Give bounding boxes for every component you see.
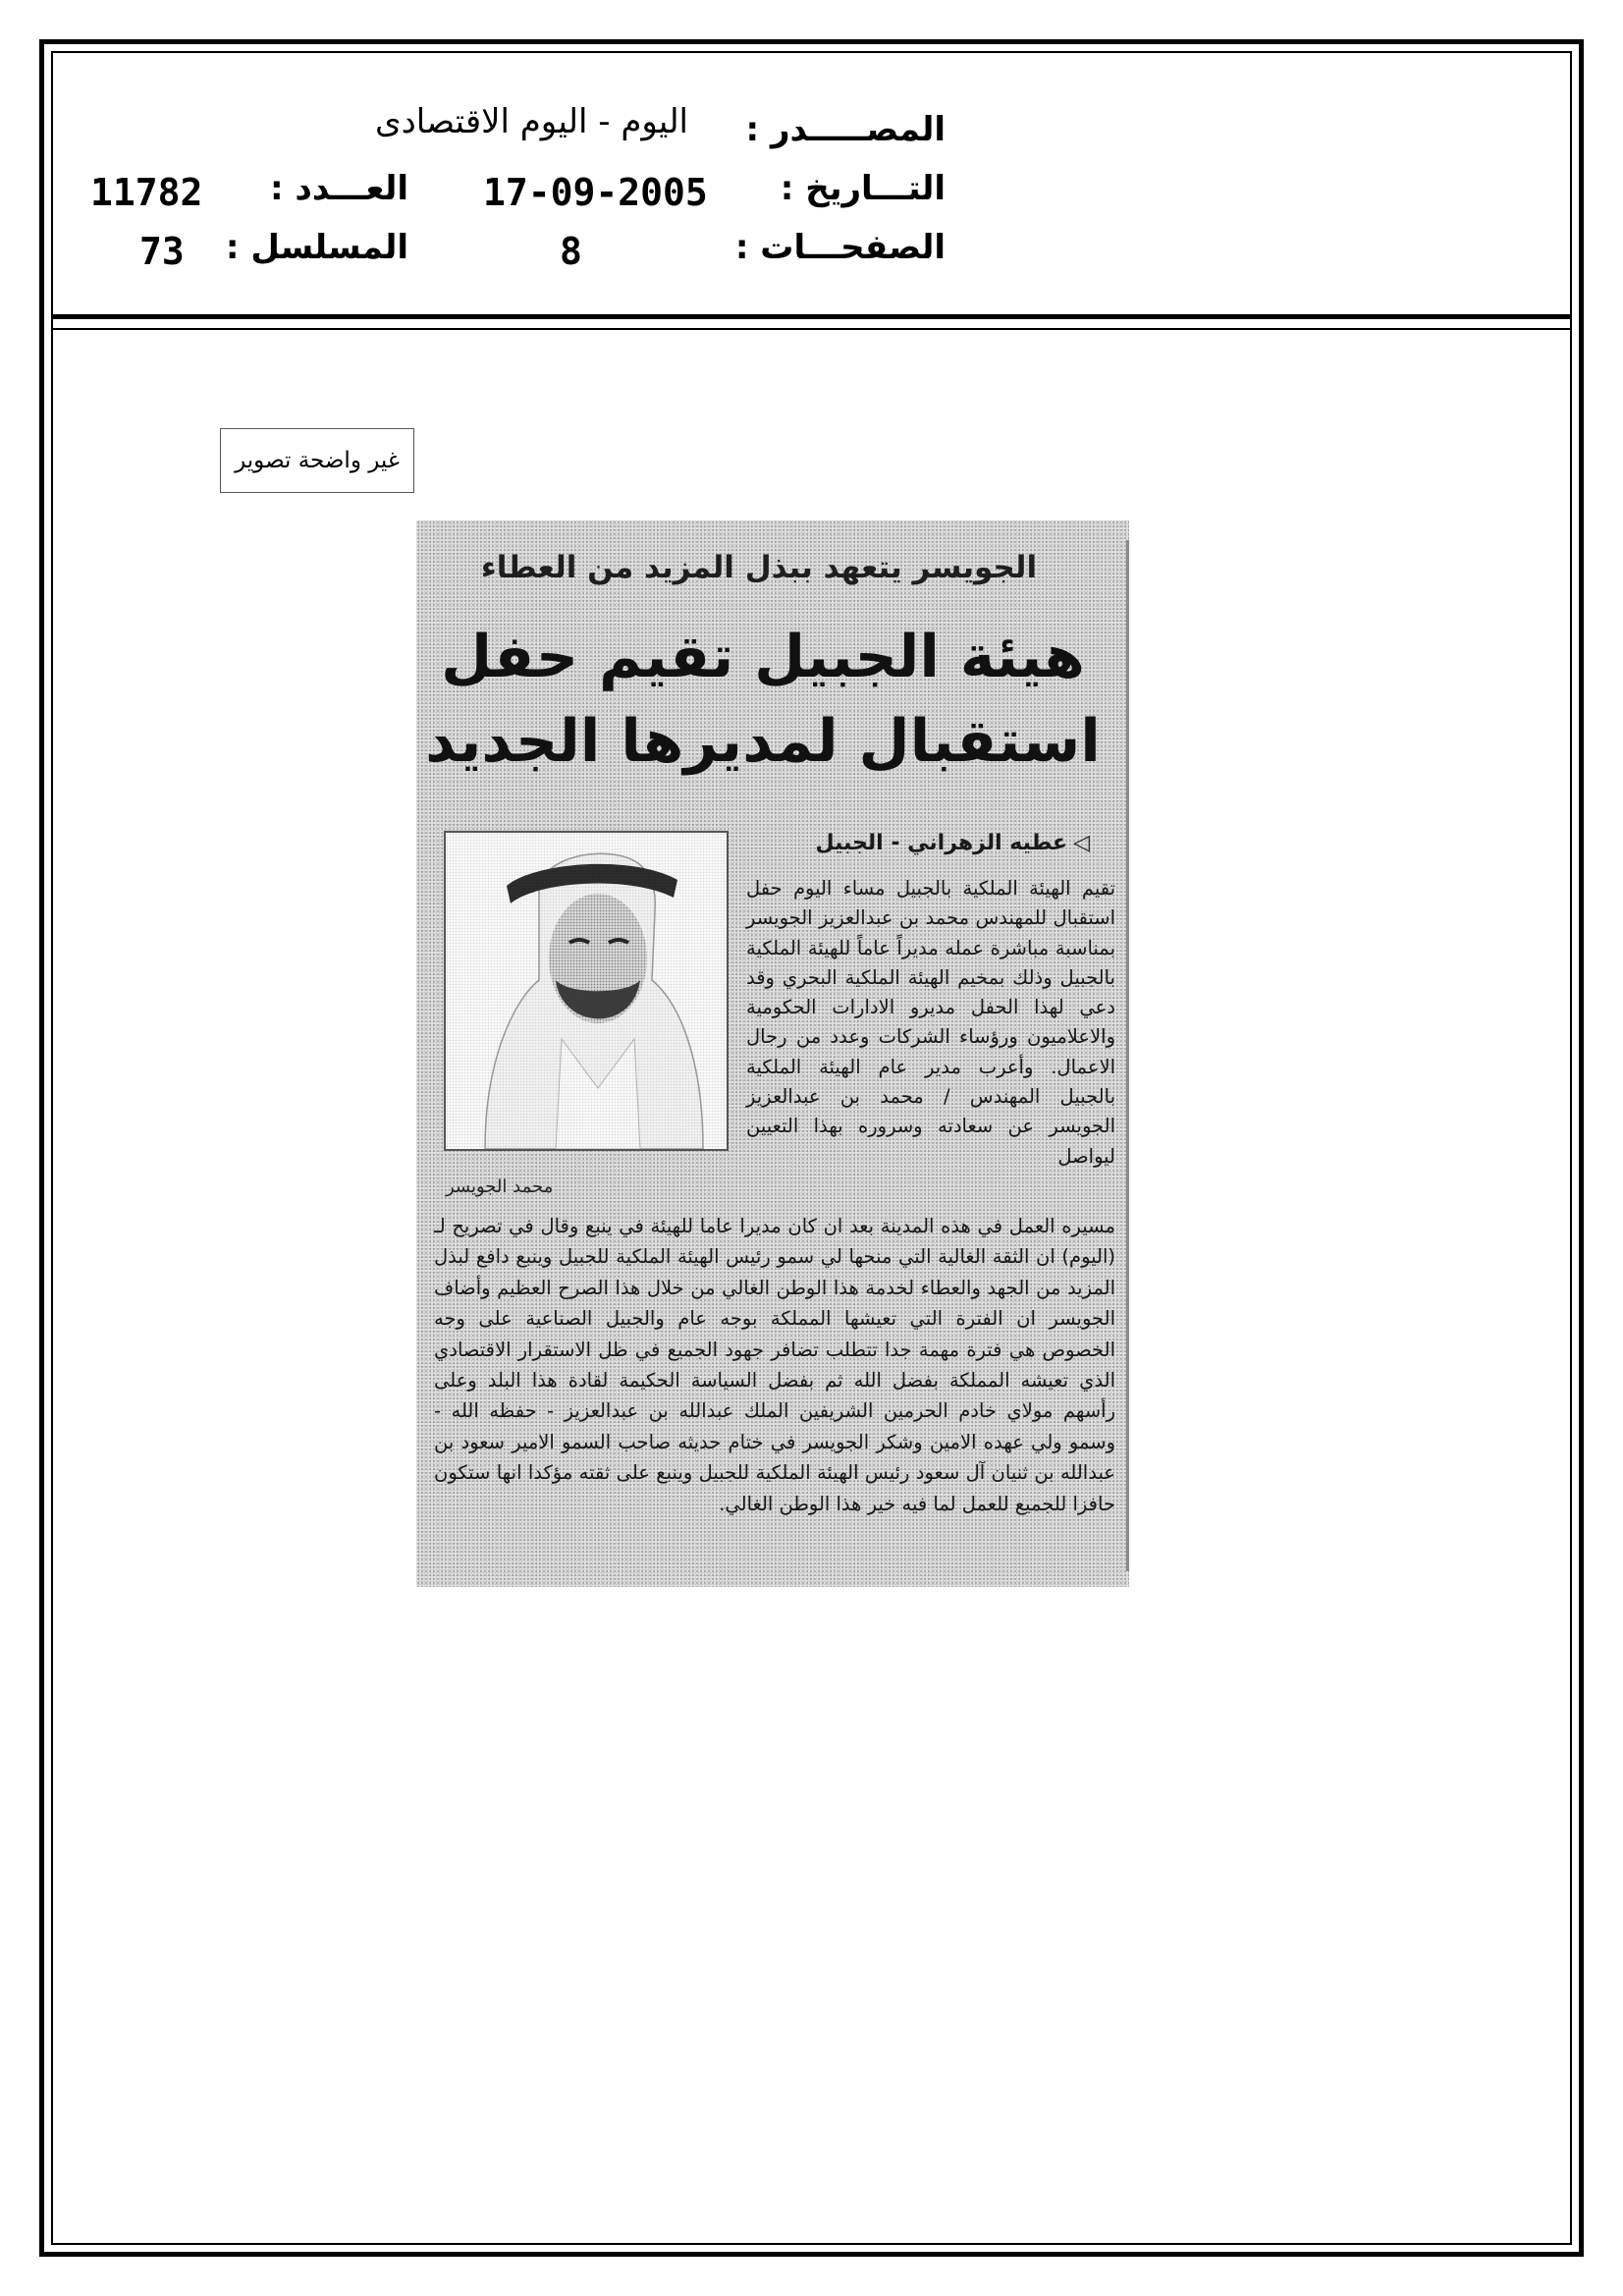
clipping-edge bbox=[1126, 540, 1129, 1571]
header-divider-thin bbox=[51, 328, 1572, 330]
unclear-copy-note: غير واضحة تصوير bbox=[220, 428, 414, 493]
article-headline-line1: هيئة الجبيل تقيم حفل bbox=[441, 623, 1085, 691]
portrait-photo bbox=[444, 831, 729, 1151]
photo-caption: محمد الجويسر bbox=[446, 1176, 554, 1197]
serial-number: 73 bbox=[139, 230, 185, 273]
article-paragraph-2: مسيره العمل في هذه المدينة بعد ان كان مديرا عاما للهيئة في ينبع وقال في تصريح لـ (اليوم) ان الثقة الغالية التي منحها لي سمو رئيس الهيئة الملكية للجبيل وينبع دافع لبذل المزيد من الجهد والعطاء لخدمة هذا الوطن الغالي من خلال هذا الصرح العظيم وأضاف الجويسر ان الفترة التي تعيشها المملكة بوجه عام والجبيل الصناعية على وجه الخصوص هي فترة مهمة جدا تتطلب تضافر جهود الجميع في ظل الاستقرار الاقتصادي الذي تعيشه المملكة بفضل الله ثم بفضل السياسة الحكيمة لقادة هذا البلد وعلى رأسهم مولاي خادم الحرمين الشريفين الملك عبدالله بن عبدالعزيز - حفظه الله - وسمو ولي عهده الامين وشكر الجويسر في ختام حديثه صاحب السمو الامير سعود بن عبدالله بن ثنيان آل سعود رئيس الهيئة الملكية للجبيل وينبع على ثقته مؤكدا انها ستكون حافزا للجميع للعمل لما فيه خير هذا الوطن الغالي. bbox=[434, 1215, 1115, 1515]
issue-number: 11782 bbox=[90, 171, 203, 214]
issue-label: العـــدد : bbox=[270, 169, 408, 208]
article-byline bbox=[815, 831, 1090, 855]
article-kicker: الجويسر يتعهد ببذل المزيد من العطاء bbox=[480, 550, 1038, 585]
article-paragraph-1: تقيم الهيئة الملكية بالجبيل مساء اليوم حفل استقبال للمهندس محمد بن عبدالعزيز الجويسر بمناسبة مباشرة عمله مديراً عاماً للهيئة الملكية بالجبيل وذلك بمخيم الهيئة الملكية البحري وقد دعي لهذا الحفل مديرو الادارات الحكومية والاعلاميون ورؤساء الشركات وعدد من رجال الاعمال. وأعرب مدير عام الهيئة الملكية بالجبيل المهندس / محمد بن عبدالعزيز الجويسر عن سعادته وسروره بهذا التعيين ليواصل bbox=[746, 877, 1115, 1168]
byline-text: عطيه الزهراني - الجبيل bbox=[815, 831, 1068, 855]
header-divider bbox=[51, 314, 1572, 319]
source-label: المصـــــدر : bbox=[745, 110, 946, 149]
date-label: التـــاريخ : bbox=[780, 169, 946, 208]
pages-value: 8 bbox=[560, 230, 582, 273]
source-value: اليوم - اليوم الاقتصادى bbox=[375, 102, 688, 141]
serial-label: المسلسل : bbox=[225, 228, 408, 267]
portrait-figure bbox=[446, 833, 727, 1149]
pages-label: الصفحـــات : bbox=[734, 228, 946, 267]
arrow-marker-icon: ◁ bbox=[1073, 831, 1090, 855]
newspaper-clipping bbox=[416, 520, 1129, 1587]
article-headline-line2: استقبال لمديرها الجديد bbox=[425, 707, 1101, 776]
date-value: 17-09-2005 bbox=[483, 171, 708, 214]
